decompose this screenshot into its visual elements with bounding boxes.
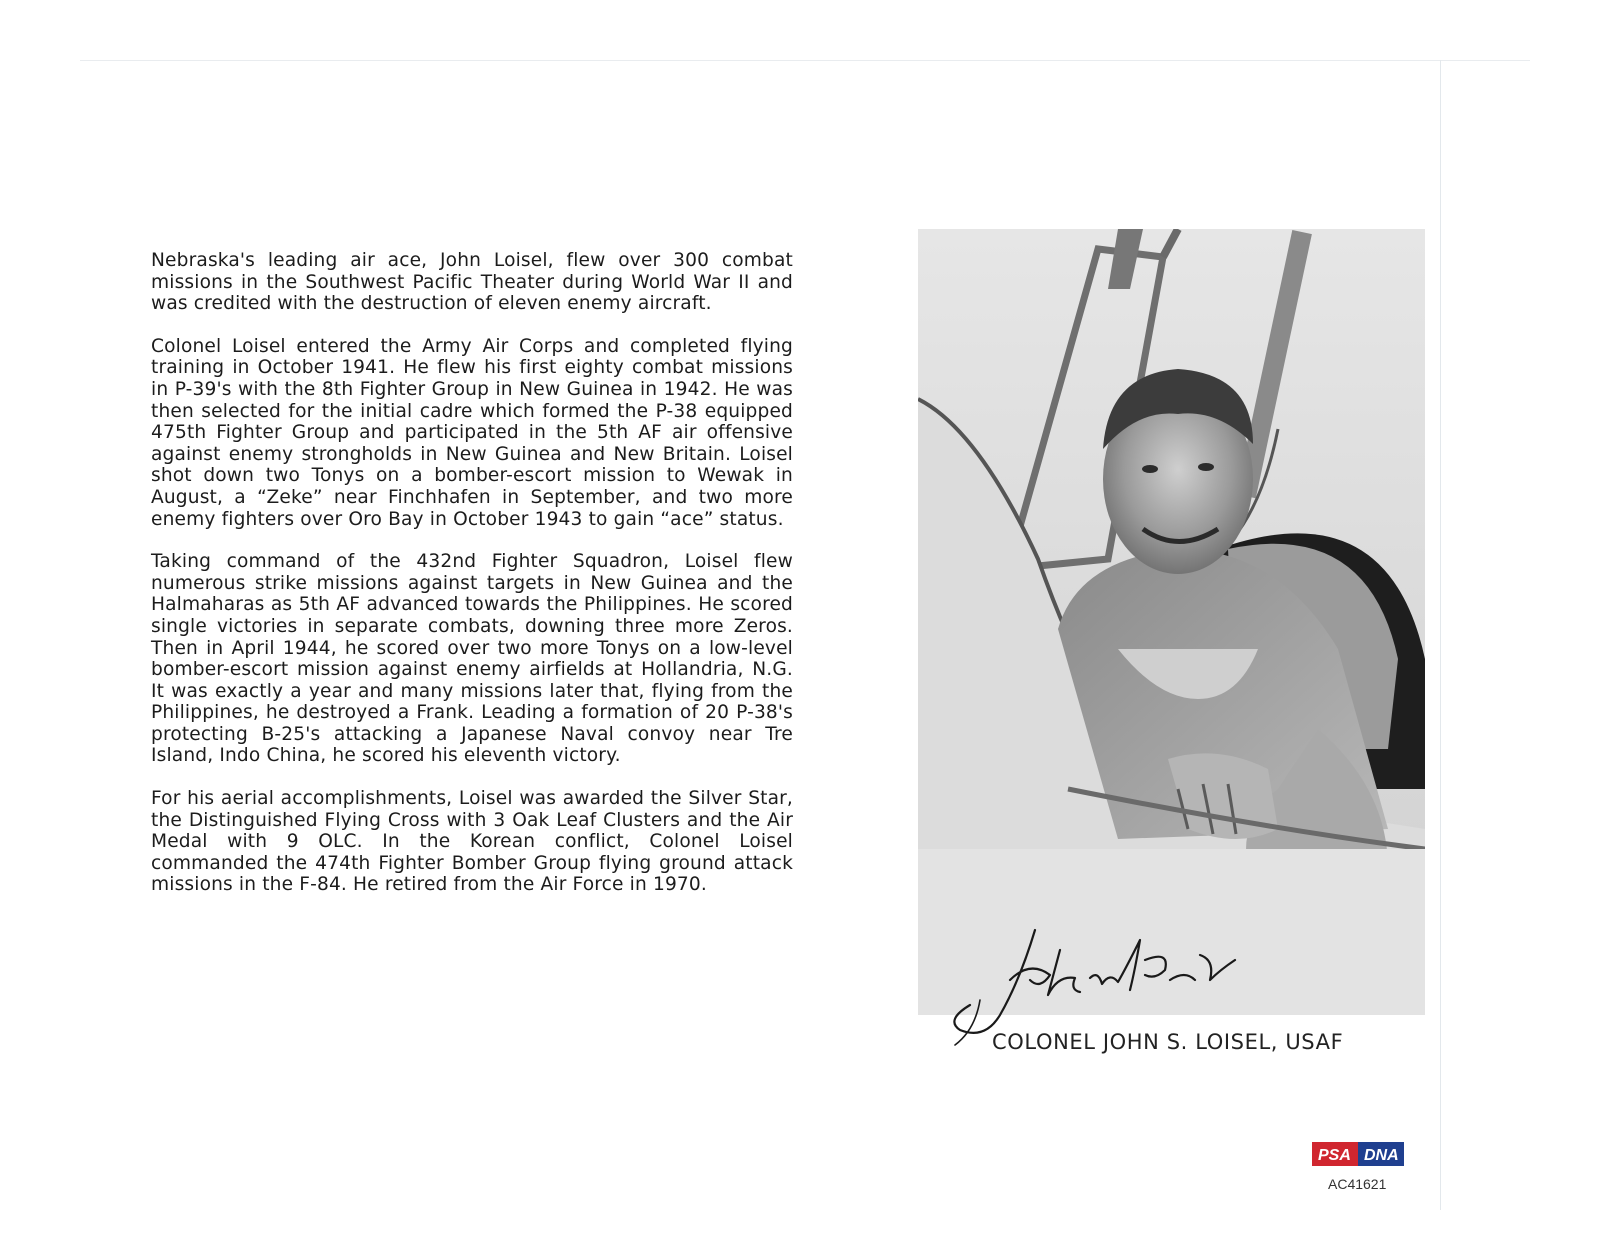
top-edge-line (80, 60, 1530, 61)
bio-paragraph-3: Taking command of the 432nd Fighter Squadron, Loisel flew numerous strike missions against targets in New Guinea and the Halmaharas as 5th AF advanced towards the Philippines. He scored single victories in separate combats, downing three more Zeros. Then in April 1944, he scored over two more Tonys on a low-level bomber-escort mission against enemy airfields at Hollandria, N.G. It was exactly a year and many missions later that, flying from the Philippines, he destroyed a Frank. Leading a formation of 20 P-38's protecting B-25's attacking a Japanese Naval convoy near Tre Island, Indo China, he scored his eleventh victory. (151, 551, 793, 767)
biography-text (151, 250, 793, 917)
psa-dna-logo (1312, 1142, 1404, 1166)
svg-text:PSA: PSA (1318, 1147, 1351, 1164)
svg-text:DNA: DNA (1364, 1147, 1399, 1164)
bio-paragraph-2: Colonel Loisel entered the Army Air Corps and completed flying training in October 1941. He flew his first eighty combat missions in P-39's with the 8th Fighter Group in New Guinea in 1942. He was then selected for the initial cadre which formed the P-38 equipped 475th Fighter Group and participated in the 5th AF air offensive against enemy strongholds in New Guinea and New Britain. Loisel shot down two Tonys on a bomber-escort mission to Wewak in August, a “Zeke” near Finchhafen in September, and two more enemy fighters over Oro Bay in October 1943 to gain “ace” status. (151, 335, 793, 530)
pilot-in-cockpit-image (918, 229, 1425, 1015)
certificate-number: AC41621 (1328, 1176, 1387, 1192)
bio-paragraph-4: For his aerial accomplishments, Loisel was awarded the Silver Star, the Distinguished Flying Cross with 3 Oak Leaf Clusters and the Air Medal with 9 OLC. In the Korean conflict, Colonel Loisel commanded the 474th Fighter Bomber Group flying ground attack missions in the F-84. He retired from the Air Force in 1970. (151, 788, 793, 896)
right-edge-line (1440, 60, 1441, 1210)
bio-paragraph-1: Nebraska's leading air ace, John Loisel, flew over 300 combat missions in the Southwest Pacific Theater during World War II and was credited with the destruction of eleven enemy aircraft. (151, 250, 793, 315)
pilot-portrait-photo (918, 229, 1425, 1015)
photo-caption: COLONEL JOHN S. LOISEL, USAF (992, 1030, 1344, 1054)
